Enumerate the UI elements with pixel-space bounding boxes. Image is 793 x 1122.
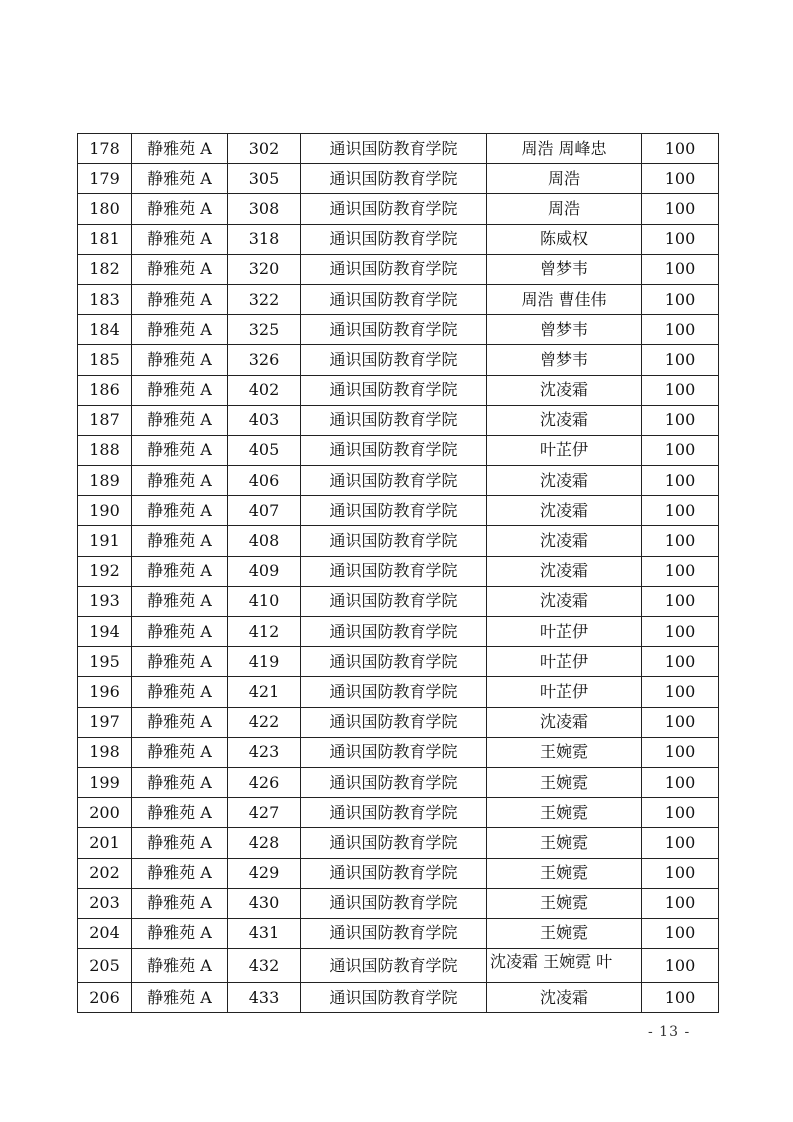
names-cell: 沈凌霜 bbox=[487, 375, 642, 405]
building-cell: 静雅苑 A bbox=[132, 556, 228, 586]
building-cell: 静雅苑 A bbox=[132, 526, 228, 556]
building-cell: 静雅苑 A bbox=[132, 983, 228, 1013]
row-number-cell: 194 bbox=[78, 617, 132, 647]
college-cell: 通识国防教育学院 bbox=[301, 405, 487, 435]
names-cell: 叶芷伊 bbox=[487, 435, 642, 465]
room-number-cell: 426 bbox=[228, 767, 301, 797]
college-cell: 通识国防教育学院 bbox=[301, 466, 487, 496]
score-cell: 100 bbox=[642, 405, 719, 435]
building-cell: 静雅苑 A bbox=[132, 647, 228, 677]
table-row bbox=[78, 345, 719, 375]
college-cell: 通识国防教育学院 bbox=[301, 254, 487, 284]
score-cell: 100 bbox=[642, 617, 719, 647]
row-number-cell: 188 bbox=[78, 435, 132, 465]
score-cell: 100 bbox=[642, 315, 719, 345]
college-cell: 通识国防教育学院 bbox=[301, 435, 487, 465]
row-number-cell: 183 bbox=[78, 284, 132, 314]
room-number-cell: 318 bbox=[228, 224, 301, 254]
table-row bbox=[78, 918, 719, 948]
college-cell: 通识国防教育学院 bbox=[301, 556, 487, 586]
row-number-cell: 181 bbox=[78, 224, 132, 254]
college-cell: 通识国防教育学院 bbox=[301, 194, 487, 224]
names-cell: 王婉霓 bbox=[487, 767, 642, 797]
college-cell: 通识国防教育学院 bbox=[301, 798, 487, 828]
room-number-cell: 421 bbox=[228, 677, 301, 707]
college-cell: 通识国防教育学院 bbox=[301, 586, 487, 616]
row-number-cell: 202 bbox=[78, 858, 132, 888]
table-row bbox=[78, 134, 719, 164]
college-cell: 通识国防教育学院 bbox=[301, 134, 487, 164]
building-cell: 静雅苑 A bbox=[132, 737, 228, 767]
college-cell: 通识国防教育学院 bbox=[301, 918, 487, 948]
table-row bbox=[78, 707, 719, 737]
college-cell: 通识国防教育学院 bbox=[301, 617, 487, 647]
names-cell: 沈凌霜 bbox=[487, 466, 642, 496]
row-number-cell: 187 bbox=[78, 405, 132, 435]
score-cell: 100 bbox=[642, 556, 719, 586]
building-cell: 静雅苑 A bbox=[132, 345, 228, 375]
score-cell: 100 bbox=[642, 707, 719, 737]
score-cell: 100 bbox=[642, 194, 719, 224]
names-cell: 沈凌霜 bbox=[487, 556, 642, 586]
names-cell: 曾梦韦 bbox=[487, 254, 642, 284]
table-row bbox=[78, 435, 719, 465]
table-row bbox=[78, 617, 719, 647]
table-row bbox=[78, 526, 719, 556]
names-cell: 周浩 bbox=[487, 164, 642, 194]
building-cell: 静雅苑 A bbox=[132, 284, 228, 314]
room-number-cell: 308 bbox=[228, 194, 301, 224]
names-cell: 叶芷伊 bbox=[487, 677, 642, 707]
table-row bbox=[78, 556, 719, 586]
score-cell: 100 bbox=[642, 647, 719, 677]
college-cell: 通识国防教育学院 bbox=[301, 707, 487, 737]
building-cell: 静雅苑 A bbox=[132, 858, 228, 888]
row-number-cell: 193 bbox=[78, 586, 132, 616]
names-cell: 沈凌霜 bbox=[487, 707, 642, 737]
row-number-cell: 184 bbox=[78, 315, 132, 345]
table-row bbox=[78, 983, 719, 1013]
row-number-cell: 182 bbox=[78, 254, 132, 284]
page-number: - 13 - bbox=[648, 1024, 691, 1040]
room-number-cell: 320 bbox=[228, 254, 301, 284]
score-cell: 100 bbox=[642, 828, 719, 858]
table-row bbox=[78, 828, 719, 858]
college-cell: 通识国防教育学院 bbox=[301, 375, 487, 405]
row-number-cell: 205 bbox=[78, 949, 132, 983]
room-number-cell: 325 bbox=[228, 315, 301, 345]
room-number-cell: 305 bbox=[228, 164, 301, 194]
college-cell: 通识国防教育学院 bbox=[301, 983, 487, 1013]
college-cell: 通识国防教育学院 bbox=[301, 526, 487, 556]
names-cell: 沈凌霜 王婉霓 叶 bbox=[487, 949, 642, 983]
room-number-cell: 326 bbox=[228, 345, 301, 375]
names-cell: 王婉霓 bbox=[487, 858, 642, 888]
score-cell: 100 bbox=[642, 798, 719, 828]
room-number-cell: 410 bbox=[228, 586, 301, 616]
row-number-cell: 179 bbox=[78, 164, 132, 194]
table-row bbox=[78, 254, 719, 284]
score-cell: 100 bbox=[642, 858, 719, 888]
table-row bbox=[78, 405, 719, 435]
names-cell: 王婉霓 bbox=[487, 888, 642, 918]
room-number-cell: 408 bbox=[228, 526, 301, 556]
table-row bbox=[78, 496, 719, 526]
row-number-cell: 197 bbox=[78, 707, 132, 737]
row-number-cell: 199 bbox=[78, 767, 132, 797]
room-number-cell: 402 bbox=[228, 375, 301, 405]
row-number-cell: 195 bbox=[78, 647, 132, 677]
table-row bbox=[78, 284, 719, 314]
building-cell: 静雅苑 A bbox=[132, 677, 228, 707]
building-cell: 静雅苑 A bbox=[132, 164, 228, 194]
names-cell: 王婉霓 bbox=[487, 828, 642, 858]
score-cell: 100 bbox=[642, 134, 719, 164]
table-row bbox=[78, 949, 719, 983]
score-cell: 100 bbox=[642, 767, 719, 797]
table-row bbox=[78, 315, 719, 345]
score-cell: 100 bbox=[642, 586, 719, 616]
score-cell: 100 bbox=[642, 435, 719, 465]
row-number-cell: 206 bbox=[78, 983, 132, 1013]
row-number-cell: 196 bbox=[78, 677, 132, 707]
score-cell: 100 bbox=[642, 466, 719, 496]
score-cell: 100 bbox=[642, 284, 719, 314]
college-cell: 通识国防教育学院 bbox=[301, 858, 487, 888]
room-number-cell: 409 bbox=[228, 556, 301, 586]
room-number-cell: 431 bbox=[228, 918, 301, 948]
college-cell: 通识国防教育学院 bbox=[301, 345, 487, 375]
score-cell: 100 bbox=[642, 496, 719, 526]
building-cell: 静雅苑 A bbox=[132, 194, 228, 224]
building-cell: 静雅苑 A bbox=[132, 134, 228, 164]
names-cell: 周浩 周峰忠 bbox=[487, 134, 642, 164]
dormitory-inspection-table bbox=[77, 133, 719, 1013]
score-cell: 100 bbox=[642, 375, 719, 405]
building-cell: 静雅苑 A bbox=[132, 617, 228, 647]
names-cell: 王婉霓 bbox=[487, 737, 642, 767]
room-number-cell: 412 bbox=[228, 617, 301, 647]
score-cell: 100 bbox=[642, 888, 719, 918]
room-number-cell: 407 bbox=[228, 496, 301, 526]
names-cell: 周浩 曹佳伟 bbox=[487, 284, 642, 314]
row-number-cell: 200 bbox=[78, 798, 132, 828]
room-number-cell: 322 bbox=[228, 284, 301, 314]
table-row bbox=[78, 798, 719, 828]
names-cell: 沈凌霜 bbox=[487, 983, 642, 1013]
building-cell: 静雅苑 A bbox=[132, 828, 228, 858]
score-cell: 100 bbox=[642, 345, 719, 375]
score-cell: 100 bbox=[642, 949, 719, 983]
college-cell: 通识国防教育学院 bbox=[301, 828, 487, 858]
table-row bbox=[78, 737, 719, 767]
building-cell: 静雅苑 A bbox=[132, 375, 228, 405]
college-cell: 通识国防教育学院 bbox=[301, 888, 487, 918]
room-number-cell: 429 bbox=[228, 858, 301, 888]
table-row bbox=[78, 224, 719, 254]
college-cell: 通识国防教育学院 bbox=[301, 737, 487, 767]
building-cell: 静雅苑 A bbox=[132, 798, 228, 828]
college-cell: 通识国防教育学院 bbox=[301, 284, 487, 314]
score-cell: 100 bbox=[642, 254, 719, 284]
row-number-cell: 203 bbox=[78, 888, 132, 918]
row-number-cell: 204 bbox=[78, 918, 132, 948]
college-cell: 通识国防教育学院 bbox=[301, 767, 487, 797]
college-cell: 通识国防教育学院 bbox=[301, 164, 487, 194]
room-number-cell: 422 bbox=[228, 707, 301, 737]
table-row bbox=[78, 466, 719, 496]
building-cell: 静雅苑 A bbox=[132, 707, 228, 737]
room-number-cell: 430 bbox=[228, 888, 301, 918]
table-row bbox=[78, 647, 719, 677]
building-cell: 静雅苑 A bbox=[132, 496, 228, 526]
names-cell: 沈凌霜 bbox=[487, 586, 642, 616]
college-cell: 通识国防教育学院 bbox=[301, 647, 487, 677]
room-number-cell: 428 bbox=[228, 828, 301, 858]
table-body bbox=[78, 134, 719, 1013]
building-cell: 静雅苑 A bbox=[132, 224, 228, 254]
score-cell: 100 bbox=[642, 737, 719, 767]
row-number-cell: 192 bbox=[78, 556, 132, 586]
row-number-cell: 185 bbox=[78, 345, 132, 375]
room-number-cell: 302 bbox=[228, 134, 301, 164]
table-row bbox=[78, 858, 719, 888]
college-cell: 通识国防教育学院 bbox=[301, 949, 487, 983]
table-row bbox=[78, 164, 719, 194]
building-cell: 静雅苑 A bbox=[132, 949, 228, 983]
names-cell: 叶芷伊 bbox=[487, 647, 642, 677]
row-number-cell: 186 bbox=[78, 375, 132, 405]
room-number-cell: 403 bbox=[228, 405, 301, 435]
row-number-cell: 178 bbox=[78, 134, 132, 164]
row-number-cell: 198 bbox=[78, 737, 132, 767]
names-cell: 陈威权 bbox=[487, 224, 642, 254]
building-cell: 静雅苑 A bbox=[132, 405, 228, 435]
names-cell: 王婉霓 bbox=[487, 918, 642, 948]
names-cell: 沈凌霜 bbox=[487, 496, 642, 526]
table-row bbox=[78, 586, 719, 616]
row-number-cell: 191 bbox=[78, 526, 132, 556]
table-row bbox=[78, 194, 719, 224]
college-cell: 通识国防教育学院 bbox=[301, 677, 487, 707]
score-cell: 100 bbox=[642, 918, 719, 948]
names-cell: 曾梦韦 bbox=[487, 315, 642, 345]
room-number-cell: 427 bbox=[228, 798, 301, 828]
room-number-cell: 405 bbox=[228, 435, 301, 465]
table-row bbox=[78, 375, 719, 405]
room-number-cell: 406 bbox=[228, 466, 301, 496]
table-row bbox=[78, 888, 719, 918]
names-cell: 沈凌霜 bbox=[487, 405, 642, 435]
names-cell: 周浩 bbox=[487, 194, 642, 224]
score-cell: 100 bbox=[642, 164, 719, 194]
room-number-cell: 419 bbox=[228, 647, 301, 677]
building-cell: 静雅苑 A bbox=[132, 466, 228, 496]
score-cell: 100 bbox=[642, 677, 719, 707]
table-row bbox=[78, 767, 719, 797]
names-cell: 叶芷伊 bbox=[487, 617, 642, 647]
names-cell: 王婉霓 bbox=[487, 798, 642, 828]
building-cell: 静雅苑 A bbox=[132, 918, 228, 948]
building-cell: 静雅苑 A bbox=[132, 315, 228, 345]
score-cell: 100 bbox=[642, 224, 719, 254]
building-cell: 静雅苑 A bbox=[132, 888, 228, 918]
row-number-cell: 180 bbox=[78, 194, 132, 224]
names-cell: 沈凌霜 bbox=[487, 526, 642, 556]
college-cell: 通识国防教育学院 bbox=[301, 315, 487, 345]
score-cell: 100 bbox=[642, 983, 719, 1013]
table-row bbox=[78, 677, 719, 707]
room-number-cell: 432 bbox=[228, 949, 301, 983]
building-cell: 静雅苑 A bbox=[132, 586, 228, 616]
row-number-cell: 190 bbox=[78, 496, 132, 526]
building-cell: 静雅苑 A bbox=[132, 435, 228, 465]
room-number-cell: 423 bbox=[228, 737, 301, 767]
college-cell: 通识国防教育学院 bbox=[301, 496, 487, 526]
building-cell: 静雅苑 A bbox=[132, 254, 228, 284]
college-cell: 通识国防教育学院 bbox=[301, 224, 487, 254]
room-number-cell: 433 bbox=[228, 983, 301, 1013]
score-cell: 100 bbox=[642, 526, 719, 556]
names-cell: 曾梦韦 bbox=[487, 345, 642, 375]
row-number-cell: 201 bbox=[78, 828, 132, 858]
row-number-cell: 189 bbox=[78, 466, 132, 496]
building-cell: 静雅苑 A bbox=[132, 767, 228, 797]
